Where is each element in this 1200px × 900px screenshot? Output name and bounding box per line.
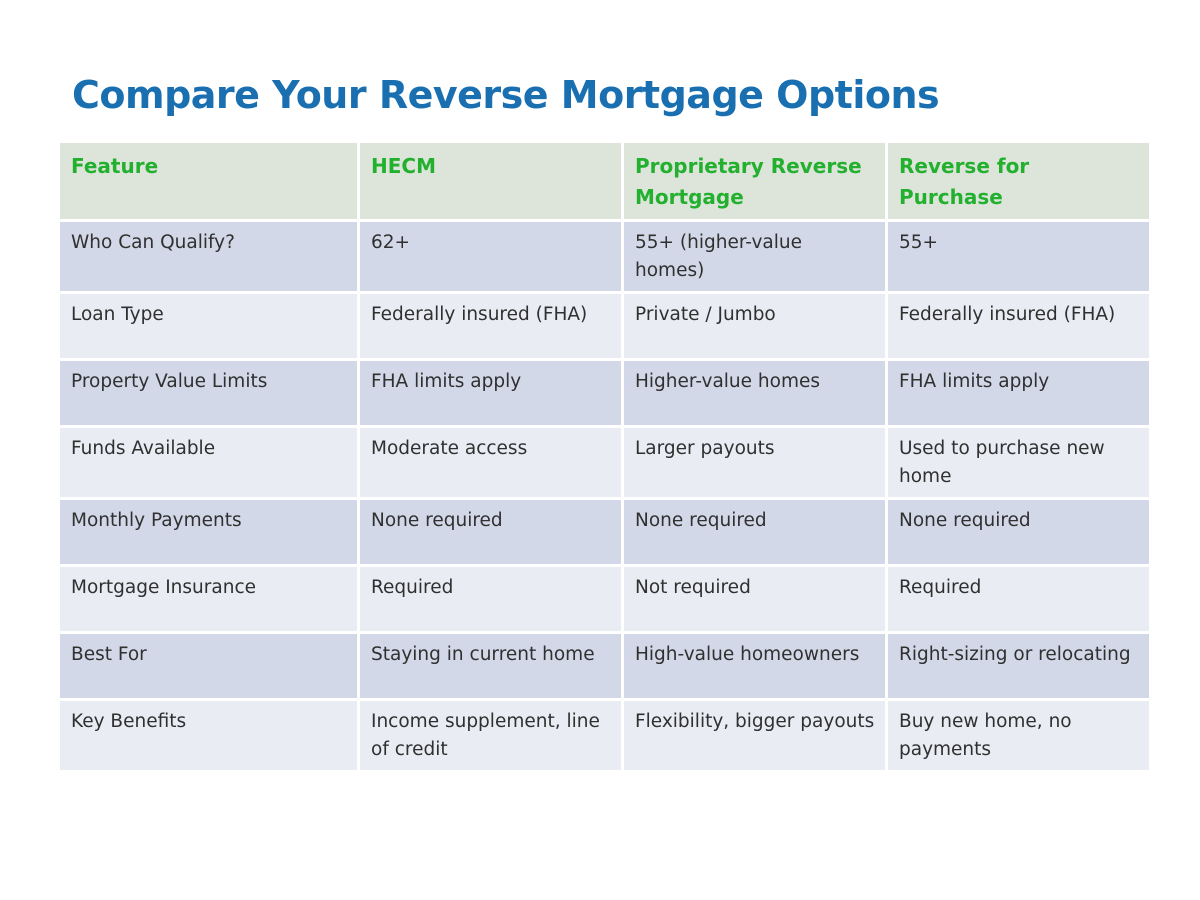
cell-reverse-for-purchase: Right-sizing or relocating — [888, 634, 1149, 698]
cell-hecm: Required — [360, 567, 621, 631]
row-feature-label: Key Benefits — [60, 701, 357, 770]
cell-proprietary: Larger payouts — [624, 428, 885, 497]
cell-proprietary: Flexibility, bigger payouts — [624, 701, 885, 770]
cell-reverse-for-purchase: None required — [888, 500, 1149, 564]
cell-reverse-for-purchase: FHA limits apply — [888, 361, 1149, 425]
cell-reverse-for-purchase: Required — [888, 567, 1149, 631]
table-row — [60, 500, 1149, 564]
table-row — [60, 294, 1149, 358]
cell-hecm: Income supplement, line of credit — [360, 701, 621, 770]
header-hecm: HECM — [360, 143, 621, 219]
cell-proprietary: Not required — [624, 567, 885, 631]
header-reverse-for-purchase: Reverse for Purchase — [888, 143, 1149, 219]
comparison-table — [57, 140, 1152, 773]
cell-hecm: None required — [360, 500, 621, 564]
table-row — [60, 567, 1149, 631]
cell-reverse-for-purchase: 55+ — [888, 222, 1149, 291]
cell-proprietary: Private / Jumbo — [624, 294, 885, 358]
table-header-row — [60, 143, 1149, 219]
cell-hecm: Staying in current home — [360, 634, 621, 698]
cell-proprietary: 55+ (higher-value homes) — [624, 222, 885, 291]
table-row — [60, 701, 1149, 770]
cell-proprietary: Higher-value homes — [624, 361, 885, 425]
table-row — [60, 428, 1149, 497]
row-feature-label: Loan Type — [60, 294, 357, 358]
row-feature-label: Monthly Payments — [60, 500, 357, 564]
cell-hecm: FHA limits apply — [360, 361, 621, 425]
header-feature: Feature — [60, 143, 357, 219]
row-feature-label: Funds Available — [60, 428, 357, 497]
row-feature-label: Mortgage Insurance — [60, 567, 357, 631]
table-row — [60, 222, 1149, 291]
table-row — [60, 361, 1149, 425]
cell-reverse-for-purchase: Buy new home, no payments — [888, 701, 1149, 770]
header-proprietary: Proprietary Reverse Mortgage — [624, 143, 885, 219]
row-feature-label: Who Can Qualify? — [60, 222, 357, 291]
cell-reverse-for-purchase: Used to purchase new home — [888, 428, 1149, 497]
row-feature-label: Best For — [60, 634, 357, 698]
cell-hecm: Moderate access — [360, 428, 621, 497]
page-title: Compare Your Reverse Mortgage Options — [72, 73, 940, 117]
cell-proprietary: None required — [624, 500, 885, 564]
cell-proprietary: High-value homeowners — [624, 634, 885, 698]
row-feature-label: Property Value Limits — [60, 361, 357, 425]
cell-hecm: Federally insured (FHA) — [360, 294, 621, 358]
cell-hecm: 62+ — [360, 222, 621, 291]
cell-reverse-for-purchase: Federally insured (FHA) — [888, 294, 1149, 358]
table-row — [60, 634, 1149, 698]
